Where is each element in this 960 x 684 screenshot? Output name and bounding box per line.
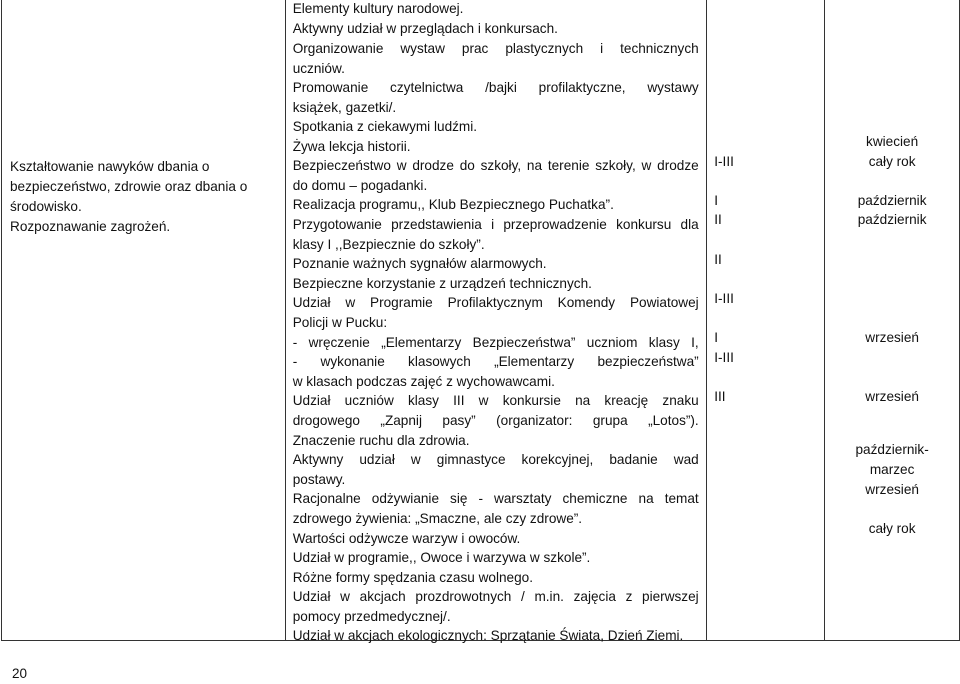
goal-line — [10, 157, 278, 176]
activity-line: Wartości odżywcze warzyw i owoców. — [292, 531, 521, 546]
dates-column — [825, 0, 960, 641]
activity-line: Elementy kultury narodowej. — [292, 1, 464, 16]
class-level: II — [714, 252, 722, 267]
class-level: II — [714, 212, 722, 227]
activity-line: Realizacja programu,, Klub Bezpiecznego Puchatka”. — [292, 197, 614, 212]
activity-line: książek, gazetki/. — [292, 100, 397, 115]
class-level: I — [714, 193, 719, 208]
activity-line: pomocy przedmedycznej/. — [292, 609, 451, 624]
activity-line: - wykonanie klasowych „Elementarzy bezpieczeństwa” — [292, 354, 699, 369]
date-line: październik- — [855, 442, 929, 457]
activity-line: Bezpieczne korzystanie z urządzeń technicznych. — [292, 276, 592, 291]
activity-line: uczniów. — [292, 61, 345, 76]
date-line: marzec — [869, 462, 915, 477]
activity-line: Przygotowanie przedstawienia i przeprowadzenie konkursu dla — [292, 217, 699, 232]
goal-column — [2, 0, 286, 641]
activity-line: Udział uczniów klasy III w konkursie na kreację znaku — [292, 393, 699, 408]
activity-line: Spotkania z ciekawymi ludźmi. — [292, 119, 478, 134]
activity-line: - wręczenie „Elementarzy Bezpieczeństwa” uczniom klasy I, — [292, 335, 699, 350]
activity-line: Udział w akcjach prozdrowotnych / m.in. zajęcia z pierwszej — [292, 589, 699, 604]
activity-line: Organizowanie wystaw prac plastycznych i technicznych — [292, 41, 699, 56]
activities-column — [285, 0, 707, 641]
activity-line: Aktywny udział w gimnastyce korekcyjnej, badanie wad — [292, 452, 699, 467]
date-line: cały rok — [868, 154, 916, 169]
date-line: wrzesień — [865, 389, 919, 404]
activity-line: Udział w Programie Profilaktycznym Komendy Powiatowej — [292, 295, 699, 310]
class-level: I — [714, 330, 719, 345]
class-level: I-III — [714, 350, 734, 365]
content-table — [1, 0, 960, 641]
class-level: I-III — [714, 291, 734, 306]
activity-line: Aktywny udział w przeglądach i konkursach. — [292, 21, 558, 36]
activity-line: Znaczenie ruchu dla zdrowia. — [292, 433, 470, 448]
classes-column — [707, 0, 825, 641]
activity-line: Bezpieczeństwo w drodze do szkoły, na terenie szkoły, w drodze — [292, 158, 699, 173]
activity-line: Policji w Pucku: — [292, 315, 388, 330]
class-level: I-III — [714, 154, 734, 169]
date-line: kwiecień — [866, 134, 919, 149]
class-level: III — [714, 389, 726, 404]
activity-line: zdrowego żywienia: „Smaczne, ale czy zdrowe”. — [292, 511, 583, 526]
activity-line: Różne formy spędzania czasu wolnego. — [292, 570, 533, 585]
activity-line: Żywa lekcja historii. — [292, 139, 411, 154]
activity-line: do domu – pogadanki. — [292, 178, 428, 193]
date-line: październik — [857, 212, 927, 227]
activity-line: w klasach podczas zajęć z wychowawcami. — [292, 374, 555, 389]
activity-line: Promowanie czytelnictwa /bajki profilaktyczne, wystawy — [292, 80, 699, 95]
date-line: wrzesień — [865, 482, 919, 497]
goal-line: Rozpoznawanie zagrożeń. — [10, 219, 171, 234]
activity-line: Udział w programie,, Owoce i warzywa w szkole”. — [292, 550, 591, 565]
page-number: 20 — [12, 666, 28, 681]
activity-line: klasy I ,,Bezpiecznie do szkoły”. — [292, 237, 485, 252]
goal-line: środowisko. — [10, 199, 82, 214]
activity-line: Udział w akcjach ekologicznych: Sprzątanie Świata, Dzień Ziemi. — [292, 628, 684, 643]
goal-line: bezpieczeństwo, zdrowie oraz dbania o — [10, 179, 248, 194]
activity-line: postawy. — [292, 472, 346, 487]
activity-line: drogowego „Zapnij pasy” (organizator: grupa „Lotos”). — [292, 413, 699, 428]
goal-text: Kształtowanie nawyków dbania o — [10, 159, 210, 174]
date-line: wrzesień — [865, 330, 919, 345]
activity-line: Racjonalne odżywianie się - warsztaty chemiczne na temat — [292, 491, 699, 506]
date-line: cały rok — [868, 521, 916, 536]
date-line: październik — [857, 193, 927, 208]
activity-line: Poznanie ważnych sygnałów alarmowych. — [292, 256, 547, 271]
